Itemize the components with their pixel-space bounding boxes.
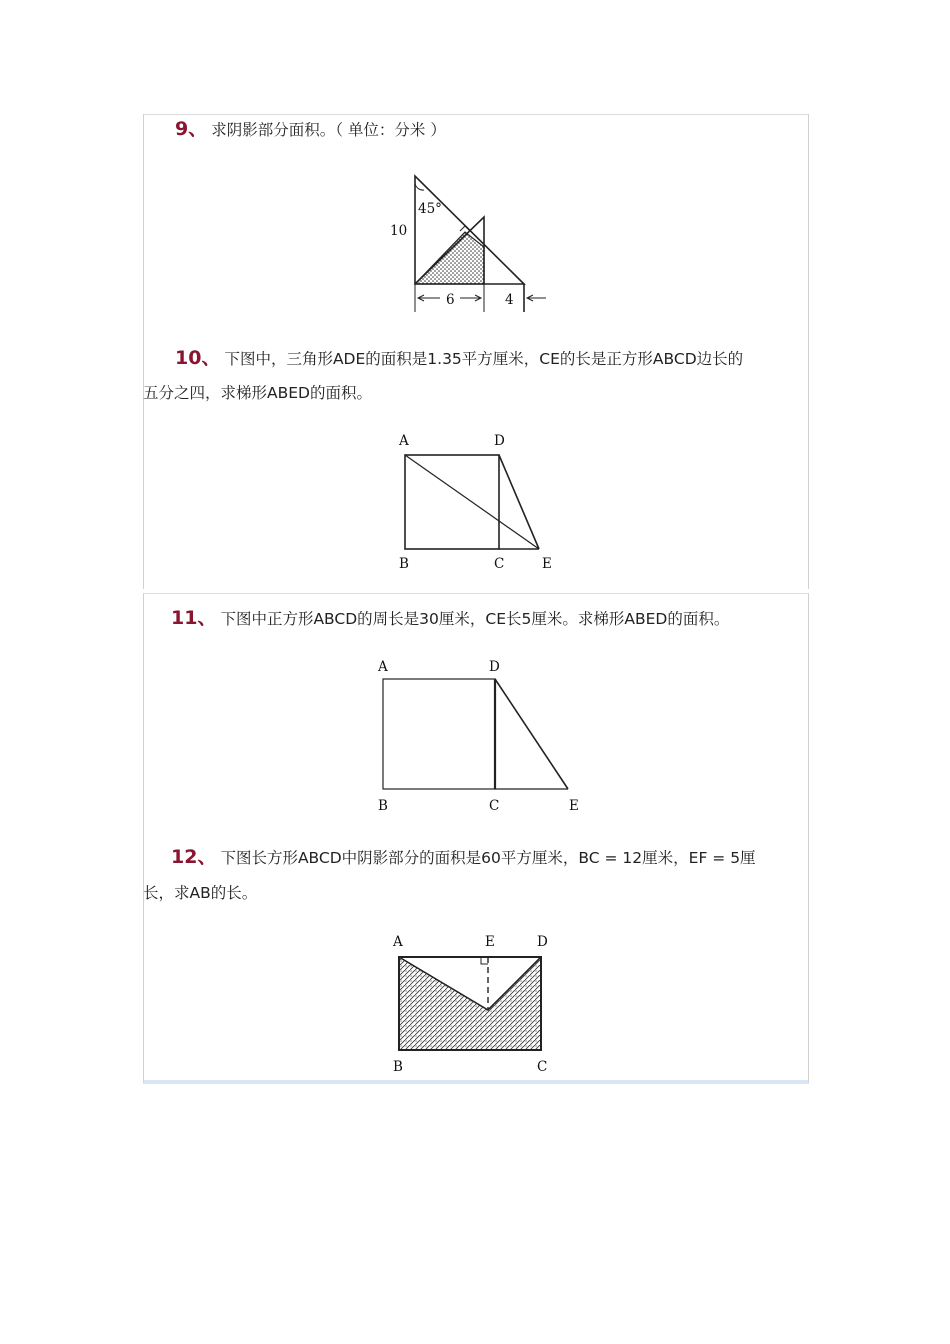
question-10 [175,341,743,377]
label-base-left: 6 [446,292,455,308]
label-e: E [485,934,495,950]
label-a: A [399,433,409,449]
figure-q10 [390,428,560,578]
square-abcd [383,679,495,789]
label-a: A [393,934,403,950]
question-12-line2 [143,876,257,911]
question-text: 求阴影部分面积。（ 单位：分米 ） [211,121,446,139]
figure-q11 [370,656,590,816]
label-b: B [378,798,388,814]
square-abcd [405,455,499,549]
question-number: 9、 [175,118,208,140]
question-number: 11、 [171,607,217,629]
label-d: D [489,659,500,675]
question-number: 12、 [171,846,217,868]
label-c: C [537,1059,548,1075]
question-text-line1: 下图中，三角形ADE的面积是1.35平方厘米，CE的长是正方形ABCD边长的 [224,350,744,368]
label-base-right: 4 [505,292,514,308]
question-text-line2: 五分之四，求梯形ABED的面积。 [143,384,372,402]
label-c: C [489,798,500,814]
label-d: D [537,934,548,950]
figure-q12 [385,930,560,1078]
label-b: B [393,1059,403,1075]
label-a: A [378,659,388,675]
label-e: E [569,798,579,814]
question-text: 下图中正方形ABCD的周长是30厘米，CE长5厘米。求梯形ABED的面积。 [220,610,730,628]
label-d: D [494,433,505,449]
label-angle: 45° [418,201,442,217]
question-10-line2 [143,376,372,411]
label-b: B [399,556,409,572]
shaded-region [399,957,541,1050]
question-9 [175,112,446,148]
question-text-line2: 长，求AB的长。 [143,884,258,902]
question-12 [171,840,756,876]
figure-q9 [380,166,560,316]
label-c: C [494,556,505,572]
question-text-line1: 下图长方形ABCD中阴影部分的面积是60平方厘米，BC = 12厘米，EF = 5厘 [220,849,756,867]
label-height: 10 [390,223,408,239]
shaded-region [415,232,484,284]
question-number: 10、 [175,347,221,369]
label-e: E [542,556,552,572]
question-11 [171,601,729,637]
